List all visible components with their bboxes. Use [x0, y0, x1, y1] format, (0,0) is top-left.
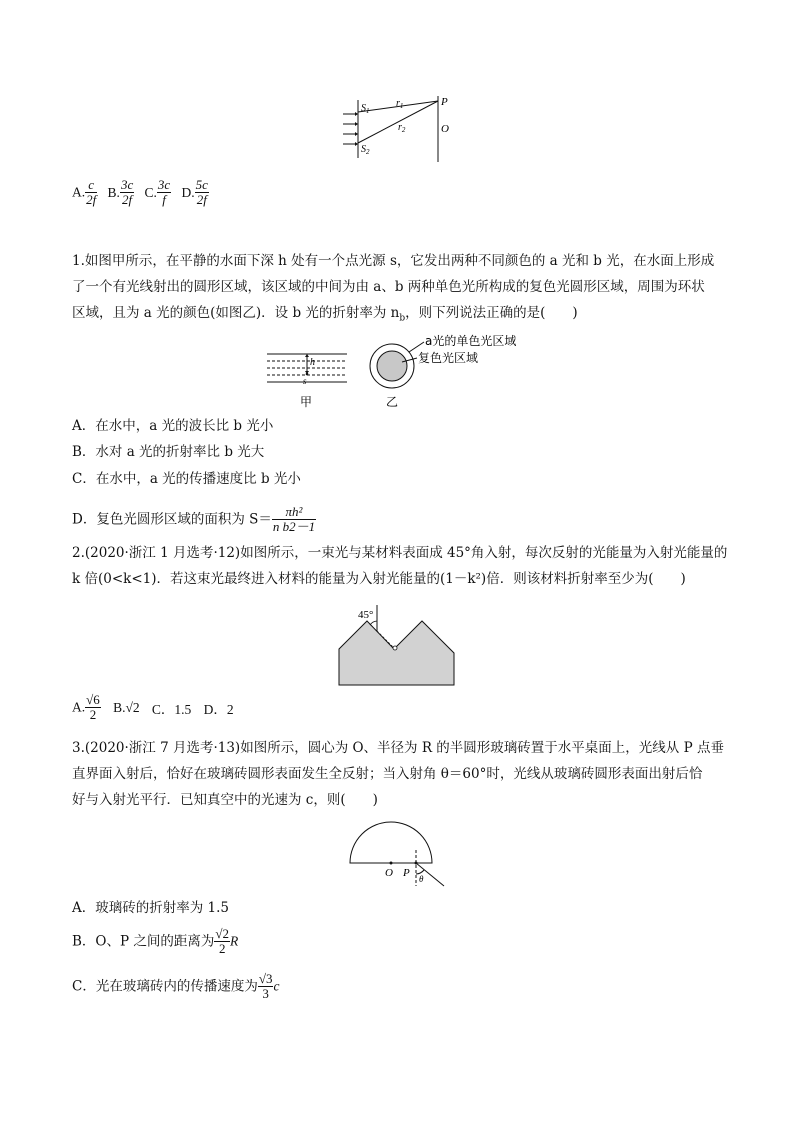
option-d-fraction: $\frac{5c}{2f}$ — [195, 177, 208, 207]
q3-stem-line-3: 好与入射光平行．已知真空中的光速为 c，则( ) — [72, 792, 378, 808]
q2-option-a-fraction: $\frac{√6}{2}$ — [86, 692, 100, 722]
option-a-fraction: $\frac{c}{2f}$ — [86, 177, 97, 207]
q2-angle-label: 45° — [358, 609, 374, 621]
o-label: O — [441, 123, 449, 135]
q1-s-label: s — [303, 376, 307, 386]
q1-h-label: h — [310, 357, 315, 368]
q1-option-d: D．复色光圆形区域的面积为 S＝ $\frac{\text{πh²}}{\text{n b2－1}}$ — [72, 504, 316, 534]
q1-stem-line-1: 1.如图甲所示，在平静的水面下深 h 处有一个点光源 s，它发出两种不同颜色的 a 光和 b 光，在水面上形成 — [72, 253, 715, 269]
option-a-label: A. — [72, 184, 86, 200]
s1-label: $S_1$ — [361, 103, 370, 115]
q3-stem-line-1: 3.(2020·浙江 7 月选考·13)如图所示，圆心为 O、半径为 R 的半圆形玻璃砖置于水平桌面上，光线从 P 点垂 — [72, 740, 724, 756]
r1-label: $r_1$ — [396, 98, 404, 110]
prev-options — [72, 178, 209, 207]
option-c-label: C. — [144, 184, 157, 200]
q1-jia-label: 甲 — [300, 395, 313, 409]
q2-option-b: B.√2 — [113, 699, 140, 715]
q2-stem-line-1: 2.(2020·浙江 1 月选考·12)如图所示，一束光与某材料表面成 45°角入射，每次反射的光能量为入射光能量的 — [72, 545, 728, 561]
q1-annot-a: a光的单色光区域 — [425, 334, 517, 348]
q1-option-b: B．水对 a 光的折射率比 b 光大 — [72, 444, 265, 460]
option-b-label: B. — [107, 184, 120, 200]
q2-figure — [336, 603, 458, 687]
q3-option-a: A．玻璃砖的折射率为 1.5 — [72, 900, 230, 916]
q2-option-d: D．2 — [203, 701, 234, 717]
q3-p-label: P — [403, 867, 410, 879]
q1-annot-mix: 复色光区域 — [418, 351, 479, 365]
q1-figure — [262, 330, 542, 410]
r2-label: $r_2$ — [398, 122, 406, 134]
s2-label: $S_2$ — [361, 144, 370, 156]
option-b-fraction: $\frac{3c}{2f}$ — [120, 177, 134, 207]
q3-option-c-fraction: $\frac{√3}{3}$ — [258, 971, 273, 1001]
q2-options — [72, 693, 234, 722]
q3-option-b-fraction: $\frac{√2}{2}$ — [215, 926, 230, 956]
q1-option-c: C．在水中，a 光的传播速度比 b 光小 — [72, 471, 301, 487]
q3-stem-line-2: 直界面入射后，恰好在玻璃砖圆形表面发生全反射；当入射角 θ＝60°时，光线从玻璃砖圆形表面出射后恰 — [72, 766, 703, 782]
q3-option-b: B．O、P 之间的距离为 $\frac{√2}{2}$ R — [72, 926, 239, 956]
double-slit-figure — [340, 94, 465, 166]
q1-yi-label: 乙 — [386, 395, 399, 409]
q3-o-label: O — [385, 867, 393, 879]
q1-option-d-fraction: $\frac{\text{πh²}}{\text{n b2－1}}$ — [272, 504, 316, 534]
q3-theta-label: θ — [419, 874, 424, 884]
q2-stem-line-2: k 倍(0<k<1)．若这束光最终进入材料的能量为入射光能量的(1－k²)倍．则该材料折射率至少为( ) — [72, 571, 686, 587]
p-label: P — [441, 96, 448, 108]
q1-stem-line-3: 区域，且为 a 光的颜色(如图乙)．设 b 光的折射率为 $n_b$，则下列说法正确的是( ) — [72, 305, 578, 324]
q2-option-a-label: A. — [72, 699, 86, 715]
q1-option-a: A．在水中，a 光的波长比 b 光小 — [72, 418, 274, 434]
q3-option-c: C．光在玻璃砖内的传播速度为 $\frac{√3}{3}$ c — [72, 971, 280, 1001]
option-c-fraction: $\frac{3c}{f}$ — [157, 177, 171, 207]
q1-stem-line-2: 了一个有光线射出的圆形区域，该区域的中间为由 a、b 两种单色光所构成的复色光圆形区域，周围为环状 — [72, 279, 705, 295]
q3-figure — [346, 818, 456, 890]
option-d-label: D. — [181, 184, 195, 200]
q2-option-c: C．1.5 — [151, 701, 192, 717]
